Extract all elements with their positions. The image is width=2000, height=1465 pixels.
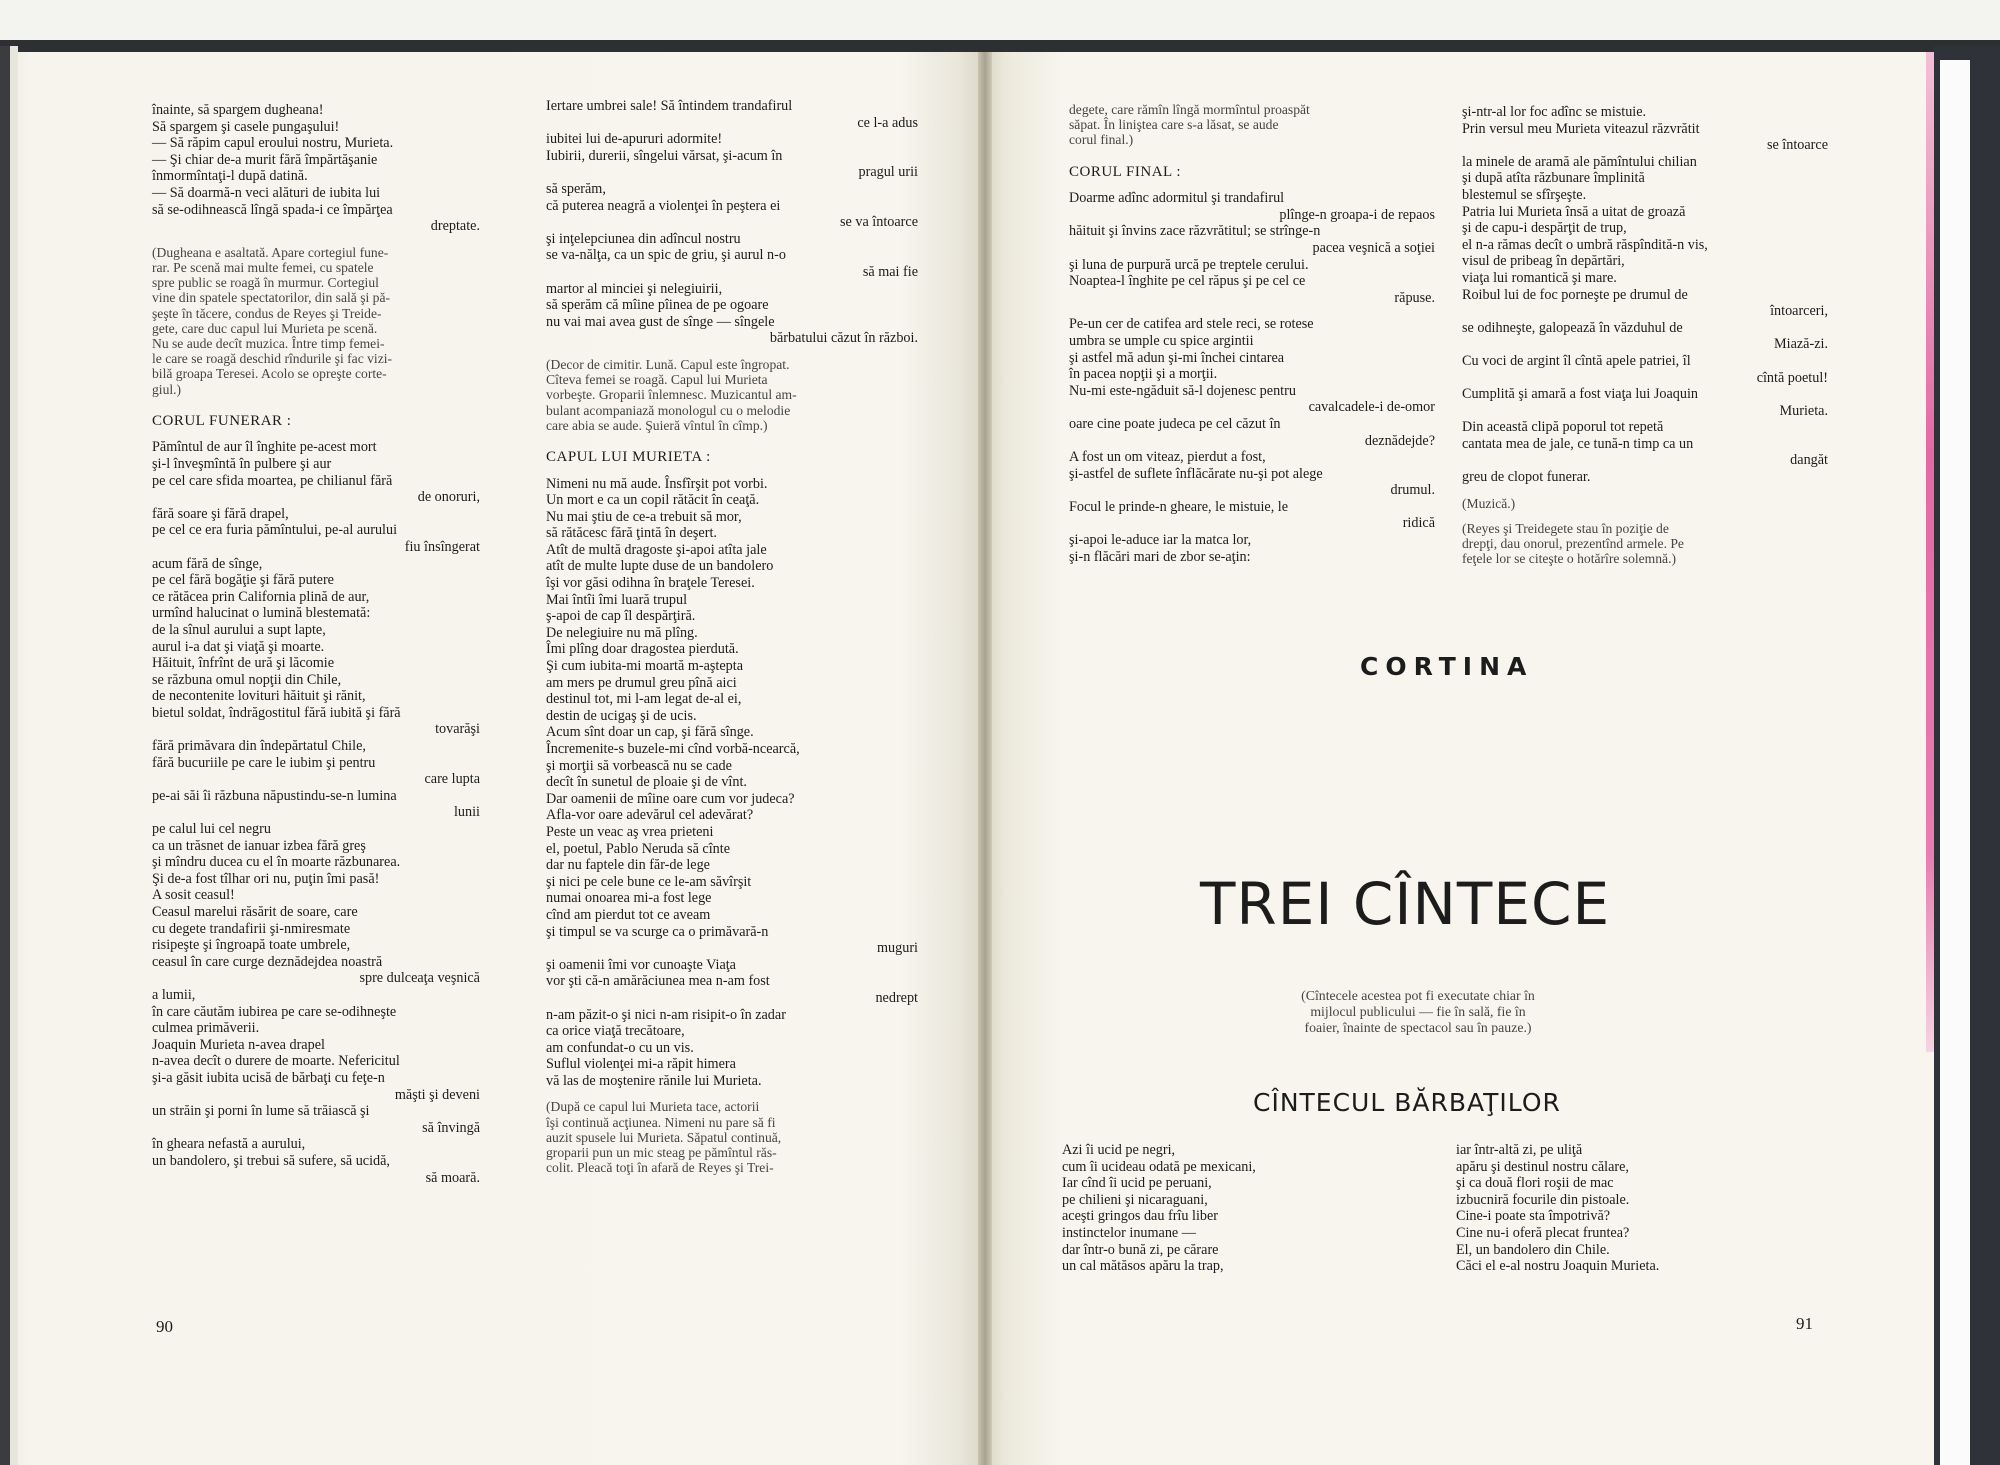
text-line: ce l-a adus <box>857 114 918 131</box>
text-line: Cu voci de argint îl cîntă apele patriei, îl <box>1462 352 1691 369</box>
text-line: şeşte în tăcere, condus de Reyes şi Treide- <box>152 305 382 321</box>
text-line: şi după atîta răzbunare împlinită <box>1462 170 1645 187</box>
page-number-right: 91 <box>1796 1314 1813 1333</box>
text-line: Nu mai ştiu de ce-a trebuit să mor, <box>546 508 742 525</box>
text-line: aurul i-a dat şi viaţă şi moarte. <box>152 638 325 655</box>
right-page-stack <box>1940 60 1970 1465</box>
text-line: Căci el e-al nostru Joaquin Murieta. <box>1456 1258 1660 1275</box>
text-line: ş-apoi de cap îl despărţiră. <box>546 608 696 625</box>
text-line: Peste un veac aş vrea prieteni <box>546 823 714 840</box>
text-line: el n-a rămas decît o umbră răspîndită-n vis, <box>1462 236 1708 253</box>
text-line: Cine-i poate sta împotrivă? <box>1456 1208 1611 1225</box>
text-line: Nu-mi este-ngăduit să-l dojenesc pentru <box>1069 382 1296 399</box>
text-line: risipeşte şi îngroapă toate umbrele, <box>152 937 351 954</box>
text-line: iubitei lui de-apururi adormite! <box>546 131 723 148</box>
text-line: bietul soldat, îndrăgostitul fără iubită şi fără <box>152 704 401 721</box>
text-line: iar într-altă zi, pe uliţă <box>1456 1142 1583 1158</box>
text-line: şi inţelepciunea din adîncul nostru <box>546 230 741 247</box>
text-line: care abia se aude. Şuieră vîntul în cîmp.) <box>546 417 768 433</box>
text-line: tovarăşi <box>435 721 480 738</box>
text-line: destinul tot, mi l-am legat de-al ei, <box>546 691 742 708</box>
text-line: — Să doarmă-n veci alături de iubita lui <box>152 184 381 201</box>
text-line: spre public se roagă în murmur. Cortegiul <box>152 275 379 291</box>
text-line: pe calul lui cel negru <box>152 821 271 838</box>
text-line: cantata mea de jale, ce tună-n timp ca un <box>1462 435 1694 452</box>
text-line: şi morţii să vorbească nu se cade <box>546 757 732 774</box>
text-line: rar. Pe scenă mai multe femei, cu spatele <box>152 259 374 275</box>
text-line: Prin versul meu Murieta viteazul răzvrătit <box>1462 120 1700 137</box>
text-line: ceasul în care curge deznădejdea noastră <box>152 953 383 970</box>
text-line: se răzbuna omul nopţii din Chile, <box>152 671 342 688</box>
text-line: în gheara nefastă a aurului, <box>152 1136 306 1153</box>
text-line: colit. Pleacă toţi în afară de Reyes şi Trei- <box>546 1160 774 1176</box>
text-line: (Reyes şi Treidegete stau în poziţie de <box>1462 520 1669 536</box>
text-line: blestemul se sfîrşeşte. <box>1462 186 1587 203</box>
text-line: fiu însîngerat <box>404 538 480 555</box>
text-line: (Muzică.) <box>1462 495 1516 511</box>
text-line: care lupta <box>424 771 480 788</box>
text-line: se va întoarce <box>840 214 918 231</box>
text-line: pe cel fără bogăţie şi fără putere <box>152 572 334 589</box>
text-line: Noaptea-l înghite pe cel răpus şi pe cel ce <box>1069 273 1306 290</box>
text-line: le care se roagă deschid rîndurile şi fac vizi- <box>152 351 393 367</box>
text-line: Focul le prinde-n gheare, le mistuie, le <box>1069 498 1289 515</box>
text-line: Afla-vor oare adevărul cel adevărat? <box>546 807 754 824</box>
text-line: bilă groapa Teresei. Acolo se opreşte corte- <box>152 366 387 382</box>
text-line: la minele de aramă ale pămîntului chilian <box>1462 153 1697 170</box>
text-line: se va-nălţa, ca un spic de griu, şi aurul n-o <box>546 247 786 264</box>
text-line: izbucniră focurile din pistoale. <box>1456 1191 1630 1208</box>
text-line: Dar oamenii de mîine oare cum vor judeca? <box>546 790 795 807</box>
text-line: înmormîntaţi-l după datină. <box>152 168 308 185</box>
text-line: să sperăm că mîine pîinea de pe ogoare <box>546 297 769 314</box>
text-line: să mai fie <box>862 263 918 280</box>
song-column-1 <box>1062 1142 1402 1275</box>
text-line: auzit spusele lui Murieta. Săpatul continuă, <box>546 1129 782 1145</box>
text-line: Azi îi ucid pe negri, <box>1062 1142 1176 1158</box>
text-line: fără bucuriile pe care le iubim şi pentru <box>152 754 376 771</box>
text-line: fără soare şi fără drapel, <box>152 505 289 522</box>
text-line: Nimeni nu mă aude. Însfîrşit pot vorbi. <box>546 475 768 492</box>
text-line: nedrept <box>875 989 918 1006</box>
text-line: să rătăcesc fără ţintă în deşert. <box>546 525 717 542</box>
text-line: şi luna de purpură urcă pe treptele cerului. <box>1069 256 1309 273</box>
text-line: De nelegiuire nu mă plîng. <box>546 624 698 641</box>
text-line: un bandolero, şi trebui să sufere, să ucidă, <box>152 1152 390 1169</box>
cover-edge <box>0 40 2000 52</box>
text-line: — Şi chiar de-a murit fără împărtăşanie <box>152 151 378 168</box>
intro-line: (Cîntecele acestea pot fi executate chiar în <box>1301 988 1535 1003</box>
page-number-left: 90 <box>156 1317 173 1336</box>
intro-line: mijlocul publicului — fie în sală, fie în <box>1310 1004 1526 1019</box>
left-page-column-2 <box>546 98 918 1176</box>
text-line: Nu se aude decît muzica. Între timp femei- <box>152 335 385 351</box>
text-line: degete, care rămîn lîngă mormîntul proaspăt <box>1069 102 1310 117</box>
text-line: oare cine poate judeca pe cel căzut în <box>1069 415 1281 432</box>
section-heading: CORUL FUNERAR : <box>152 412 292 429</box>
text-line: hăituit şi învins zace răzvrătitul; se strînge-n <box>1069 223 1321 240</box>
text-line: Şi cum iubita-mi moartă m-aştepta <box>546 658 743 675</box>
text-line: vorbeşte. Groparii înlemnesc. Muzicantul am- <box>546 387 797 403</box>
text-line: cavalcadele-i de-omor <box>1308 399 1435 416</box>
text-line: înainte, să spargem dugheana! <box>152 102 324 118</box>
text-line: muguri <box>877 940 918 957</box>
text-line: n-avea decît o durere de moarte. Nefericitul <box>152 1053 400 1070</box>
text-line: şi oamenii îmi vor cunoaşte Viaţa <box>546 956 736 973</box>
text-line: pe-ai săi îi răzbuna năpustindu-se-n lumina <box>152 787 397 804</box>
text-line: nu vai mai avea gust de sînge — sîngele <box>546 313 775 330</box>
text-line: visul de pribeag în depărtări, <box>1462 253 1625 270</box>
text-line: (După ce capul lui Murieta tace, actorii <box>546 1099 760 1115</box>
text-line: îşi continuă acţiunea. Nimeni nu pare să fi <box>546 1114 776 1130</box>
text-line: Hăituit, înfrînt de ură şi lăcomie <box>152 655 335 672</box>
text-line: pe chilieni şi nicaraguani, <box>1062 1191 1208 1208</box>
text-line: îşi vor găsi odihna în braţele Teresei. <box>546 575 755 592</box>
text-line: în care căutăm iubirea pe care se-odihneşte <box>152 1003 397 1020</box>
text-line: Roibul lui de foc porneşte pe drumul de <box>1462 286 1688 303</box>
text-line: A sosit ceasul! <box>152 887 235 904</box>
text-line: Din această clipă poporul tot repetă <box>1462 419 1664 436</box>
text-line: giul.) <box>152 381 182 397</box>
text-line: pe cel care sfida moartea, pe chilianul fără <box>152 472 393 489</box>
text-line: Miază-zi. <box>1774 336 1828 353</box>
text-line: ce rătăcea prin California plină de aur, <box>152 588 370 605</box>
text-line: lunii <box>453 804 480 821</box>
text-line: şi-astfel de suflete înflăcărate nu-şi pot alege <box>1069 465 1323 482</box>
text-line: Mai întîi îmi luară trupul <box>546 591 688 608</box>
text-line: a lumii, <box>152 986 196 1003</box>
text-line: Iar cînd îi ucid pe peruani, <box>1062 1175 1212 1192</box>
text-line: Acum sînt doar un cap, şi fără sînge. <box>546 724 754 741</box>
song-column-2 <box>1456 1142 1816 1275</box>
text-line: se odihneşte, galopează în văzduhul de <box>1462 319 1683 336</box>
text-line: Încremenite-s buzele-mi cînd vorbă-ncearcă, <box>546 741 800 758</box>
text-line: de necontenite lovituri hăituit şi rănit, <box>152 688 366 705</box>
text-line: să se-odihnească lîngă spada-i ce împărţea <box>152 201 393 218</box>
text-line: am confundat-o cu un vis. <box>546 1039 694 1056</box>
right-page-column-1 <box>1069 102 1435 565</box>
text-line: Cîteva femei se roagă. Capul lui Murieta <box>546 372 768 388</box>
text-line: cîntă poetul! <box>1756 369 1828 386</box>
text-line: ca orice viaţă trecătoare, <box>546 1023 685 1040</box>
text-line: Şi de-a fost tîlhar ori nu, puţin îmi pasă! <box>152 870 380 887</box>
book-gutter <box>978 52 992 1465</box>
text-line: Ceasul marelui răsărit de soare, care <box>152 904 358 920</box>
right-page-column-2 <box>1462 104 1828 566</box>
text-line: Doarme adînc adormitul şi trandafirul <box>1069 190 1285 207</box>
text-line: acum fără de sînge, <box>152 555 263 572</box>
section-heading: CORUL FINAL : <box>1069 163 1182 180</box>
text-line: săpat. În liniştea care s-a lăsat, se aude <box>1069 117 1279 133</box>
text-line: umbra se umple cu spice argintii <box>1069 332 1254 349</box>
intro-line: foaier, înainte de spectacol sau în pauze.) <box>1304 1020 1532 1035</box>
text-line: (Dugheana e asaltată. Apare cortegiul fune- <box>152 244 389 260</box>
text-line: culmea primăverii. <box>152 1020 260 1037</box>
text-line: bulant acompaniază monologul cu o melodie <box>546 402 791 418</box>
text-line: am mers pe drumul greu pînă aici <box>546 674 737 691</box>
text-line: viaţa lui romantică şi mare. <box>1462 269 1617 286</box>
text-line: (Decor de cimitir. Lună. Capul este îngropat. <box>546 356 790 372</box>
text-line: şi astfel mă adun şi-mi închei cintarea <box>1069 349 1285 366</box>
text-line: dar nu faptele din făr-de lege <box>546 857 710 874</box>
text-line: apăru şi destinul nostru călare, <box>1456 1158 1629 1175</box>
text-line: drepţi, dau onorul, prezentînd armele. Pe <box>1462 536 1684 552</box>
text-line: şi-apoi le-aduce iar la matca lor, <box>1069 532 1252 549</box>
section-intro <box>1258 988 1578 1036</box>
text-line: se întoarce <box>1766 137 1828 154</box>
text-line: dangăt <box>1790 452 1828 469</box>
text-line: destin de ucigaş şi de ucis. <box>546 707 697 724</box>
left-page-column-1 <box>152 102 480 1186</box>
left-page-edge <box>10 46 18 1465</box>
text-line: să învingă <box>422 1119 480 1136</box>
pink-page-edge <box>1926 52 1934 1052</box>
section-title: TREI CÎNTECE <box>1200 870 1611 938</box>
text-line: instinctelor inumane — <box>1062 1224 1196 1241</box>
text-line: aceşti gringos dau frîu liber <box>1062 1208 1219 1225</box>
text-line: gete, care duc capul lui Murieta pe scenă. <box>152 320 378 336</box>
text-line: să sperăm, <box>546 180 606 197</box>
text-line: Atît de multă dragoste şi-apoi atîta jale <box>546 541 767 558</box>
text-line: drumul. <box>1390 482 1435 499</box>
text-line: el, poetul, Pablo Neruda să cînte <box>546 840 730 857</box>
text-line: Murieta. <box>1779 402 1828 419</box>
text-line: şi mîndru ducea cu el în moarte răzbunarea. <box>152 854 401 871</box>
text-line: corul final.) <box>1069 132 1134 148</box>
text-line: fără primăvara din îndepărtatul Chile, <box>152 738 366 755</box>
text-line: şi ca două flori roşii de mac <box>1456 1175 1614 1192</box>
text-line: martor al minciei şi nelegiuirii, <box>546 280 723 297</box>
text-line: dar într-o bună zi, pe cărare <box>1062 1241 1219 1258</box>
text-line: răpuse. <box>1394 289 1435 306</box>
text-line: vă las de moştenire rănile lui Murieta. <box>546 1072 762 1089</box>
text-line: ridică <box>1402 515 1435 532</box>
text-line: şi-n flăcări mari de zbor se-aţin: <box>1069 548 1251 565</box>
text-line: plînge-n groapa-i de repaos <box>1279 206 1435 223</box>
text-line: să moară. <box>425 1169 480 1186</box>
text-line: şi nici pe cele bune ce le-am săvîrşit <box>546 873 752 890</box>
text-line: Suflul violenţei mi-a răpit himera <box>546 1056 736 1073</box>
text-line: cînd am pierdut tot ce aveam <box>546 906 711 923</box>
text-line: greu de clopot funerar. <box>1462 469 1591 486</box>
text-line: deznădejde? <box>1364 432 1435 449</box>
text-line: Să spargem şi casele pungaşului! <box>152 118 340 135</box>
text-line: măşti şi deveni <box>394 1086 480 1103</box>
text-line: şi-a găsit iubita ucisă de bărbaţi cu feţe-n <box>152 1069 385 1086</box>
text-line: numai onoarea mi-a fost lege <box>546 890 712 907</box>
text-line: urmînd halucinat o lumină blestemată: <box>152 605 371 622</box>
text-line: de onoruri, <box>417 489 480 506</box>
text-line: ca un trăsnet de ianuar izbea fără greş <box>152 837 366 854</box>
text-line: pacea veşnică a soţiei <box>1312 239 1435 256</box>
text-line: de la sînul aurului a supt lapte, <box>152 621 326 638</box>
text-line: feţele lor se citeşte o hotărîre solemnă.) <box>1462 551 1677 567</box>
text-line: cum îi ucideau odată pe mexicani, <box>1062 1158 1256 1175</box>
text-line: pe cel ce era furia pămîntului, pe-al aurului <box>152 522 398 539</box>
text-line: şi-l înveşmîntă în pulbere şi aur <box>152 455 332 472</box>
text-line: pragul urii <box>858 164 918 181</box>
text-line: — Să răpim capul eroului nostru, Murieta. <box>152 135 394 152</box>
text-line: El, un bandolero din Chile. <box>1456 1241 1610 1258</box>
text-line: Patria lui Murieta însă a uitat de groază <box>1462 203 1686 220</box>
text-line: cu degete trandafirii şi-nmiresmate <box>152 920 351 937</box>
text-line: Iubirii, durerii, sîngelui vărsat, şi-acum în <box>546 147 783 164</box>
text-line: atît de multe lupte duse de un bandolero <box>546 558 774 575</box>
text-line: vine din spatele spectatorilor, din sală şi pă- <box>152 290 391 306</box>
text-line: bărbatului căzut în război. <box>769 330 918 347</box>
text-line: spre dulceaţa veşnică <box>359 970 480 987</box>
text-line: Pe-un cer de catifea ard stele reci, se rotese <box>1069 316 1314 333</box>
text-line: groparii pun un mic steag pe pămîntul răs- <box>546 1145 777 1161</box>
text-line: întoarceri, <box>1770 303 1828 320</box>
left-cover-edge <box>0 46 10 1465</box>
text-line: în pacea nopţii şi a morţii. <box>1069 366 1218 383</box>
text-line: A fost un om viteaz, pierdut a fost, <box>1069 449 1266 466</box>
text-line: un străin şi porni în lume să trăiască şi <box>152 1103 370 1120</box>
text-line: un cal mătăsos apăru la trap, <box>1062 1258 1224 1275</box>
text-line: Cumplită şi amară a fost viaţa lui Joaquin <box>1462 386 1699 403</box>
section-heading: CAPUL LUI MURIETA : <box>546 448 711 465</box>
text-line: Joaquin Murieta n-avea drapel <box>152 1036 325 1053</box>
cortina-heading: CORTINA <box>1360 652 1534 681</box>
text-line: dreptate. <box>430 218 480 235</box>
text-line: Iertare umbrei sale! Să întindem trandafirul <box>546 98 793 114</box>
text-line: Cine nu-i oferă plecat fruntea? <box>1456 1224 1630 1241</box>
text-line: Un mort e ca un copil rătăcit în ceaţă. <box>546 492 760 509</box>
text-line: Îmi plîng doar dragostea pierdută. <box>546 641 739 658</box>
text-line: şi-ntr-al lor foc adînc se mistuie. <box>1462 104 1647 120</box>
text-line: decît în sunetul de ploaie şi de vînt. <box>546 774 747 791</box>
text-line: Pămîntul de aur îl înghite pe-acest mort <box>152 439 377 456</box>
text-line: că puterea neagră a violenţei în peştera ei <box>546 197 781 214</box>
text-line: şi timpul se va scurge ca o primăvară-n <box>546 923 769 940</box>
text-line: şi de capu-i despărţit de trup, <box>1462 220 1627 237</box>
text-line: n-am păzit-o şi nici n-am risipit-o în zadar <box>546 1006 786 1023</box>
song-title: CÎNTECUL BĂRBAŢILOR <box>1253 1088 1561 1117</box>
text-line: vor şti că-n amărăciunea mea n-am fost <box>546 973 770 990</box>
